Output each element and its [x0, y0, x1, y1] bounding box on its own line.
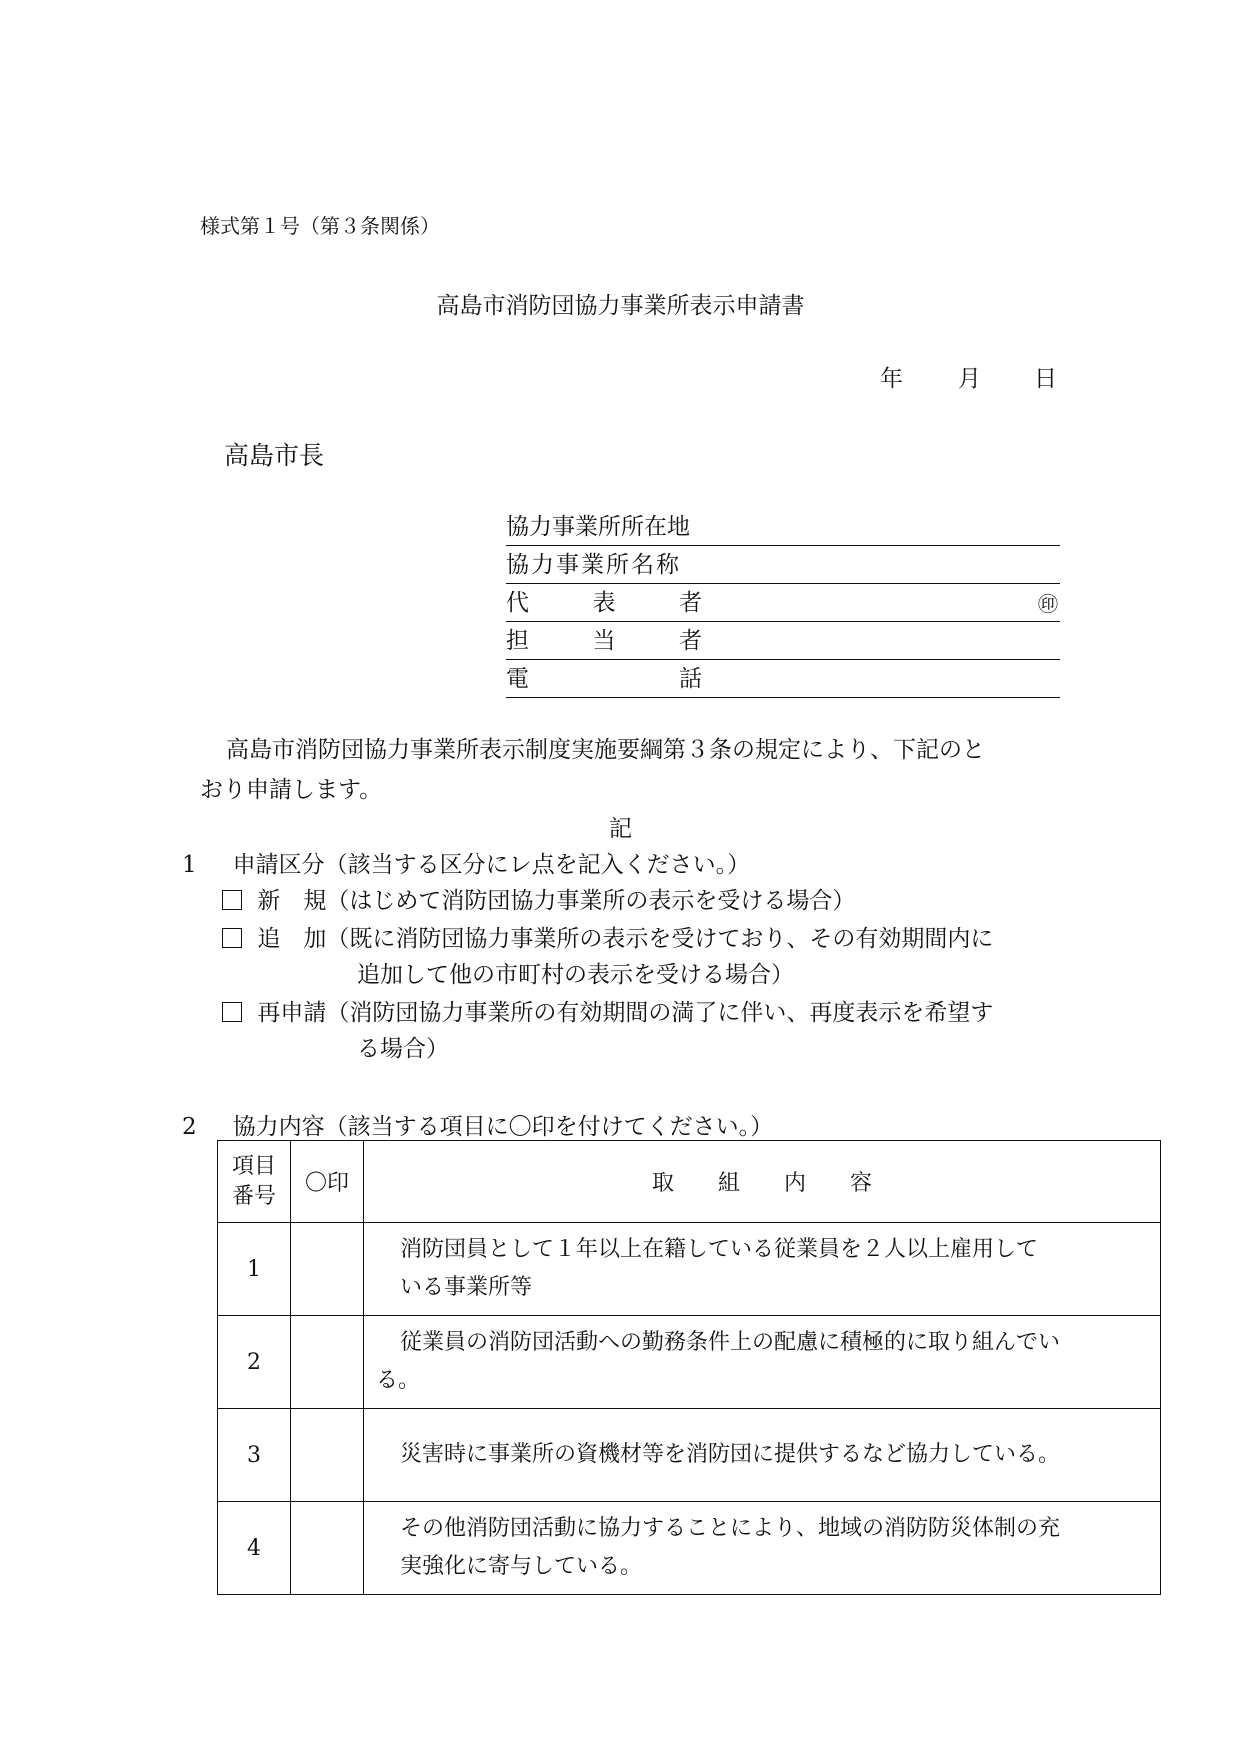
option-add-label: 追 加 — [257, 926, 327, 952]
table-row — [218, 1409, 1161, 1502]
row-number: 1 — [218, 1223, 291, 1316]
row-content: 災害時に事業所の資機材等を消防団に提供するなど協力している。 — [364, 1409, 1161, 1502]
checkbox-add[interactable] — [222, 928, 242, 948]
row-mark-cell[interactable] — [291, 1502, 364, 1595]
row-content: その他消防団活動に協力することにより、地域の消防防災体制の充 実強化に寄与している。 — [364, 1502, 1161, 1595]
option-reapply-desc-cont: る場合） — [357, 1036, 449, 1062]
phone-label: 電 話 — [506, 666, 702, 692]
section2-heading: 2 協力内容（該当する項目に〇印を付けてください。） — [182, 1114, 774, 1140]
header-content: 取 組 内 容 — [364, 1141, 1161, 1223]
row-mark-cell[interactable] — [291, 1223, 364, 1316]
date-year[interactable]: 年 — [880, 366, 903, 392]
option-reapply[interactable] — [222, 994, 993, 1027]
contact-person-field[interactable] — [506, 622, 1060, 660]
representative-label: 代 表 者 — [506, 590, 702, 616]
option-add[interactable] — [222, 920, 993, 953]
row-mark-cell[interactable] — [291, 1316, 364, 1409]
date-day[interactable]: 日 — [1034, 366, 1057, 392]
document-title: 高島市消防団協力事業所表示申請書 — [436, 293, 805, 319]
date-month[interactable]: 月 — [958, 366, 981, 392]
section1-heading: 1 申請区分（該当する区分にレ点を記入ください。） — [182, 852, 751, 878]
option-reapply-desc: （消防団協力事業所の有効期間の満了に伴い、再度表示を希望す — [326, 1000, 994, 1026]
table-row — [218, 1502, 1161, 1595]
checkbox-new[interactable] — [222, 890, 242, 910]
address-label: 協力事業所所在地 — [506, 514, 690, 540]
phone-field[interactable] — [506, 660, 1060, 698]
option-add-desc: （既に消防団協力事業所の表示を受けており、その有効期間内に — [326, 926, 994, 952]
representative-field[interactable] — [506, 584, 1060, 622]
seal-mark: ㊞ — [1038, 592, 1058, 616]
option-new-desc: （はじめて消防団協力事業所の表示を受ける場合） — [326, 888, 856, 914]
business-name-label: 協力事業所名称 — [506, 552, 681, 578]
applicant-fields — [506, 508, 1060, 698]
option-new-label: 新 規 — [257, 888, 327, 914]
header-circle-mark: 〇印 — [291, 1141, 364, 1223]
header-item-number: 項目 番号 — [218, 1141, 291, 1223]
row-mark-cell[interactable] — [291, 1409, 364, 1502]
address-field[interactable] — [506, 508, 1060, 546]
row-number: 4 — [218, 1502, 291, 1595]
ki-heading: 記 — [609, 816, 632, 842]
table-row — [218, 1316, 1161, 1409]
option-new[interactable] — [222, 882, 855, 915]
addressee: 高島市長 — [224, 441, 325, 470]
form-number: 様式第１号（第３条関係） — [200, 214, 440, 238]
table-row — [218, 1223, 1161, 1316]
checkbox-reapply[interactable] — [222, 1002, 242, 1022]
contribution-table — [217, 1140, 1161, 1595]
request-statement: 高島市消防団協力事業所表示制度実施要綱第３条の規定により、下記のと おり申請します。 — [200, 737, 985, 803]
row-content: 従業員の消防団活動への勤務条件上の配慮に積極的に取り組んでい る。 — [364, 1316, 1161, 1409]
contact-person-label: 担 当 者 — [506, 628, 702, 654]
row-number: 2 — [218, 1316, 291, 1409]
table-header-row — [218, 1141, 1161, 1223]
option-reapply-label: 再申請 — [257, 1000, 327, 1026]
row-content: 消防団員として１年以上在籍している従業員を２人以上雇用して いる事業所等 — [364, 1223, 1161, 1316]
option-add-desc-cont: 追加して他の市町村の表示を受ける場合） — [357, 962, 794, 988]
row-number: 3 — [218, 1409, 291, 1502]
business-name-field[interactable] — [506, 546, 1060, 584]
